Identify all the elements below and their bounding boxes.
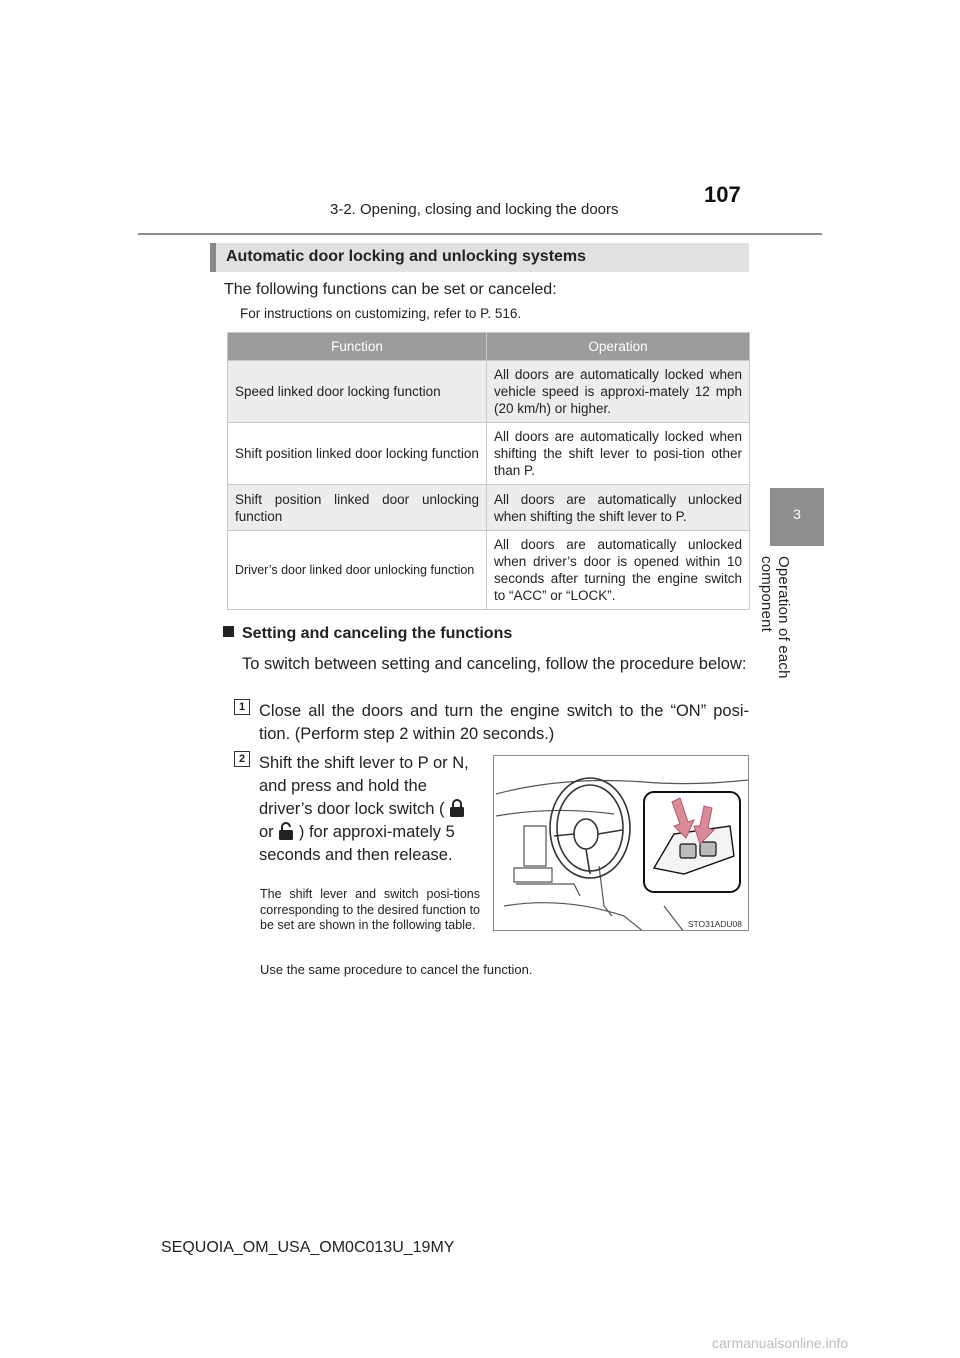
chapter-tab: [770, 488, 824, 546]
steering-wheel-icon: [550, 778, 630, 878]
table-row: [228, 485, 750, 531]
step-2-text-part-a: Shift the shift lever to P or N, and press and hold the driver’s door lock switch (: [259, 754, 469, 818]
cancel-note: Use the same procedure to cancel the function.: [260, 962, 533, 977]
step-2-note: The shift lever and switch posi-tions corresponding to the desired function to be set are shown in the following table.: [260, 887, 480, 932]
illustration-code: STO31ADU08: [687, 919, 742, 929]
table-row: [228, 361, 750, 423]
lock-icon: [449, 798, 465, 818]
unlock-icon: [278, 821, 294, 841]
square-bullet-icon: [223, 626, 234, 637]
table-row: [228, 531, 750, 610]
door-switch-inset: [644, 792, 740, 892]
column-header-function: Function: [228, 333, 487, 361]
intro-text: The following functions can be set or canceled:: [224, 281, 557, 298]
chapter-label: Operation of each component: [758, 556, 792, 679]
table-row: [228, 423, 750, 485]
operation-cell: All doors are automatically unlocked when driver’s door is opened within 10 seconds after turning the engine switch to “ACC” or “LOCK”.: [487, 531, 750, 610]
subsection-title: Setting and canceling the functions: [242, 625, 513, 642]
running-header: 3-2. Opening, closing and locking the doors: [330, 201, 619, 218]
column-header-operation: Operation: [487, 333, 750, 361]
step-1-text: Close all the doors and turn the engine switch to the “ON” posi-tion. (Perform step 2 within 20 seconds.): [259, 702, 749, 743]
step-2-text: [259, 752, 481, 867]
function-cell: Speed linked door locking function: [228, 361, 487, 423]
document-code: SEQUOIA_OM_USA_OM0C013U_19MY: [161, 1239, 455, 1256]
subsection-text: To switch between setting and canceling, follow the procedure below:: [242, 655, 747, 673]
function-cell: Shift position linked door locking function: [228, 423, 487, 485]
function-cell: Shift position linked door unlocking function: [228, 485, 487, 531]
operation-cell: All doors are automatically unlocked when shifting the shift lever to P.: [487, 485, 750, 531]
table-header-row: [228, 333, 750, 361]
operation-cell: All doors are automatically locked when vehicle speed is approxi-mately 12 mph (20 km/h) or higher.: [487, 361, 750, 423]
intro-note: For instructions on customizing, refer to P. 516.: [240, 306, 522, 321]
function-table: [227, 332, 750, 610]
section-title: Automatic door locking and unlocking systems: [226, 248, 587, 265]
operation-cell: All doors are automatically locked when shifting the shift lever to posi-tion other than P.: [487, 423, 750, 485]
subsection-heading: [223, 625, 512, 643]
watermark: carmanualsonline.info: [712, 1335, 849, 1351]
step-number-2: 2: [234, 751, 250, 767]
step-2-text-or: or: [259, 823, 274, 841]
door-lock-switch-illustration: [493, 755, 749, 931]
page-number: 107: [704, 182, 741, 207]
chapter-number: 3: [793, 506, 801, 522]
function-cell: Driver’s door linked door unlocking function: [228, 531, 487, 610]
section-title-bar: [210, 243, 749, 272]
header-rule: [138, 233, 822, 235]
step-2-text-part-b: ) for approxi-mately 5 seconds and then release.: [259, 823, 455, 864]
step-number-1: 1: [234, 699, 250, 715]
dashboard-drawing: [494, 756, 749, 931]
